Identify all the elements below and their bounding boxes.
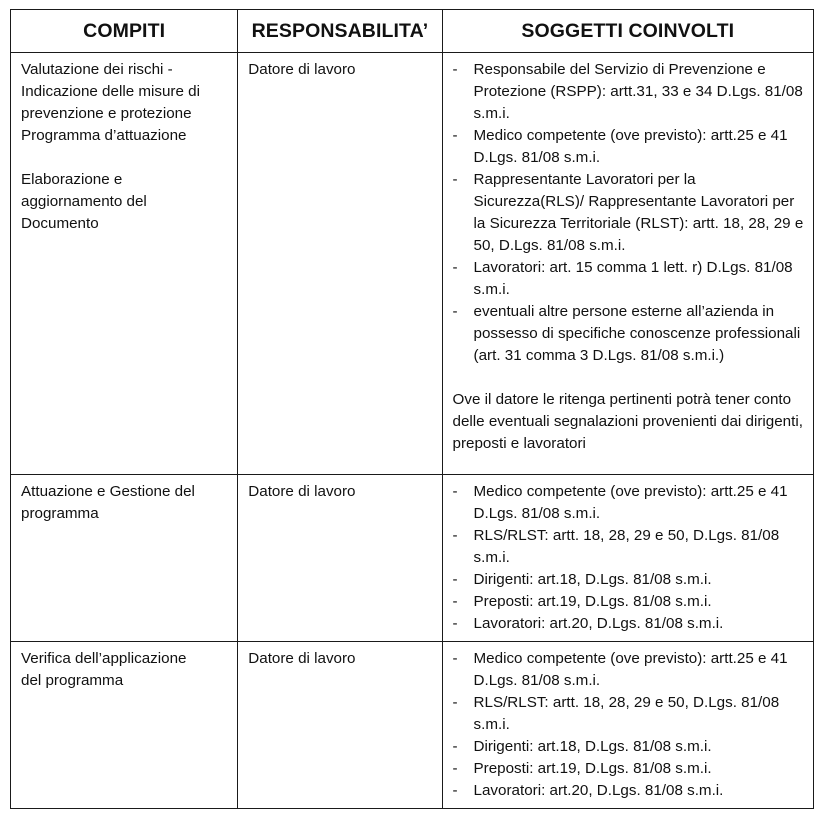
responsibility-cell	[238, 642, 442, 809]
responsibility-cell	[238, 53, 442, 475]
list-item: - Dirigenti: art.18, D.Lgs. 81/08 s.m.i.	[452, 738, 712, 755]
task-cell	[11, 53, 238, 475]
subjects-list	[453, 59, 805, 367]
list-item: - eventuali altre persone esterne all’azienda in possesso di specifiche conoscenze professionali (art. 31 comma 3 D.Lgs. 81/08 s.m.i.)	[452, 303, 801, 364]
task-text: Programma d’attuazione	[21, 127, 187, 144]
task-text: Verifica dell’applicazione	[21, 650, 187, 667]
list-item: - Rappresentante Lavoratori per la Sicurezza(RLS)/ Rappresentante Lavoratori per la Sicurezza Territoriale (RLST): artt. 18, 28, 29 e 50, D.Lgs. 81/08 s.m.i.	[452, 171, 804, 254]
list-item: - Medico competente (ove previsto): artt.25 e 41 D.Lgs. 81/08 s.m.i.	[452, 127, 788, 166]
task-text: aggiornamento del	[21, 193, 147, 210]
responsibility-text: Datore di lavoro	[248, 483, 356, 500]
task-text: Attuazione e Gestione del	[21, 483, 195, 500]
responsibility-table	[10, 9, 814, 809]
list-item: - RLS/RLST: artt. 18, 28, 29 e 50, D.Lgs. 81/08 s.m.i.	[452, 527, 780, 566]
list-item: - Lavoratori: art.20, D.Lgs. 81/08 s.m.i.	[452, 782, 724, 799]
subjects-cell	[442, 53, 813, 475]
list-item: - Medico competente (ove previsto): artt.25 e 41 D.Lgs. 81/08 s.m.i.	[452, 650, 788, 689]
list-item: - RLS/RLST: artt. 18, 28, 29 e 50, D.Lgs. 81/08 s.m.i.	[452, 694, 780, 733]
list-item: - Lavoratori: art. 15 comma 1 lett. r) D.Lgs. 81/08 s.m.i.	[452, 259, 793, 298]
task-text: Elaborazione e	[21, 171, 123, 188]
task-text: Valutazione dei rischi -	[21, 61, 173, 78]
list-item: - Dirigenti: art.18, D.Lgs. 81/08 s.m.i.	[452, 571, 712, 588]
subjects-list	[453, 481, 805, 635]
note-text: Ove il datore le ritenga pertinenti potrà tener conto delle eventuali segnalazioni provenienti dai dirigenti, preposti e lavoratori	[452, 391, 803, 452]
subjects-cell	[442, 475, 813, 642]
task-text: Documento	[21, 215, 99, 232]
list-item: - Medico competente (ove previsto): artt.25 e 41 D.Lgs. 81/08 s.m.i.	[452, 483, 788, 522]
task-cell	[11, 642, 238, 809]
task-text: del programma	[21, 672, 124, 689]
header-tasks: COMPITI	[11, 10, 238, 53]
subjects-list	[453, 648, 805, 802]
header-responsibility: RESPONSABILITA’	[238, 10, 442, 53]
list-item: - Preposti: art.19, D.Lgs. 81/08 s.m.i.	[452, 760, 712, 777]
header-subjects: SOGGETTI COINVOLTI	[442, 10, 813, 53]
task-cell	[11, 475, 238, 642]
table-row	[11, 642, 814, 809]
responsibility-text: Datore di lavoro	[248, 61, 356, 78]
table-row	[11, 53, 814, 475]
list-item: - Responsabile del Servizio di Prevenzione e Protezione (RSPP): artt.31, 33 e 34 D.Lgs. 81/08 s.m.i.	[452, 61, 803, 122]
responsibility-text: Datore di lavoro	[248, 650, 356, 667]
task-text: programma	[21, 505, 99, 522]
list-item: - Preposti: art.19, D.Lgs. 81/08 s.m.i.	[452, 593, 712, 610]
task-text: prevenzione e protezione	[21, 105, 192, 122]
task-text: Indicazione delle misure di	[21, 83, 200, 100]
responsibility-cell	[238, 475, 442, 642]
subjects-cell	[442, 642, 813, 809]
list-item: - Lavoratori: art.20, D.Lgs. 81/08 s.m.i.	[452, 615, 724, 632]
table-row	[11, 475, 814, 642]
header-row	[11, 10, 814, 53]
